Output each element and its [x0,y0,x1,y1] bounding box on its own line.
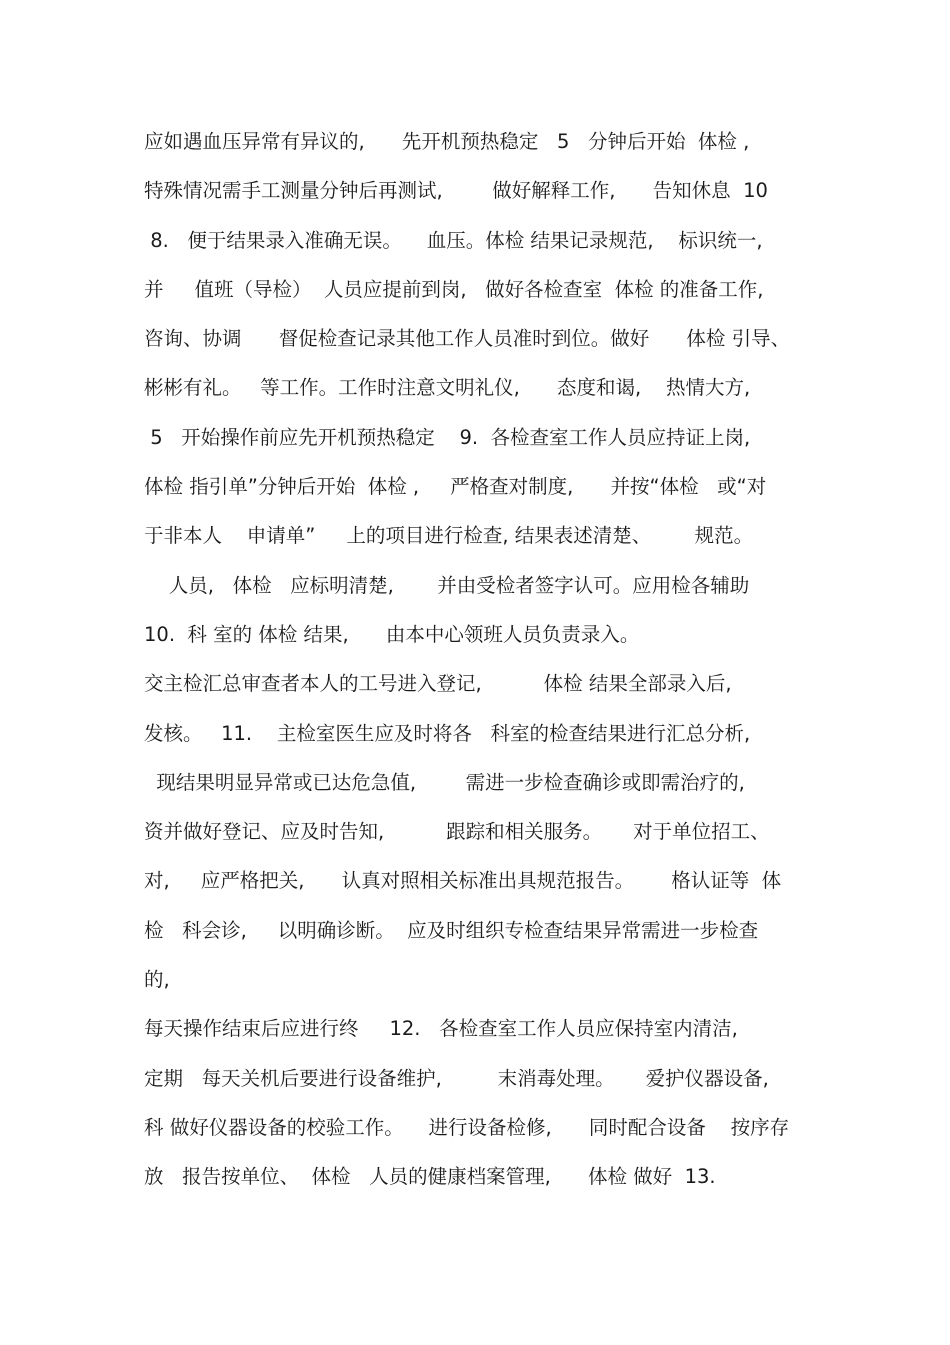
text-line-12: 交主检汇总审查者本人的工号进入登记, 体检 结果全部录入后, [144,672,732,696]
text-line-7: 5 开始操作前应先开机预热稳定 9. 各检查室工作人员应持证上岗, [144,425,751,449]
text-line-8: 体检 指引单”分钟后开始 体检 , 严格查对制度, 并按“体检 或“对 [144,475,767,499]
text-line-16: 对, 应严格把关, 认真对照相关标准出具规范报告。 格认证等 体 [144,869,782,893]
text-line-2: 特殊情况需手工测量分钟后再测试, 做好解释工作, 告知休息 10 [144,179,768,203]
text-line-18: 的, [144,968,170,992]
text-line-17: 检 科会诊, 以明确诊断。 应及时组织专检查结果异常需进一步检查 [144,918,759,942]
text-line-10: 人员, 体检 应标明清楚, 并由受检者签字认可。应用检各辅助 [144,573,750,597]
body-text [144,125,824,1210]
text-line-13: 发核。 11. 主检室医生应及时将各 科室的检查结果进行汇总分析, [144,721,751,745]
text-line-20: 定期 每天关机后要进行设备维护, 末消毒处理。 爱护仪器设备, [144,1066,769,1090]
text-line-11: 10. 科 室的 体检 结果, 由本中心领班人员负责录入。 [144,622,640,646]
text-line-9: 于非本人 申请单” 上的项目进行检查, 结果表述清楚、 规范。 [144,524,754,548]
text-line-4: 并 值班（导检） 人员应提前到岗, 做好各检查室 体检 的准备工作, [144,277,764,301]
text-line-19: 每天操作结束后应进行终 12. 各检查室工作人员应保持室内清洁, [144,1017,738,1041]
text-line-21: 科 做好仪器设备的校验工作。 进行设备检修, 同时配合设备 按序存 [144,1115,790,1139]
text-line-5: 咨询、协调 督促检查记录其他工作人员准时到位。做好 体检 引导、 [144,327,791,351]
text-line-15: 资并做好登记、应及时告知, 跟踪和相关服务。 对于单位招工、 [144,820,770,844]
text-line-1: 应如遇血压异常有异议的, 先开机预热稳定 5 分钟后开始 体检 , [144,130,750,153]
text-line-3: 8. 便于结果录入准确无误。 血压。体检 结果记录规范, 标识统一, [144,228,763,252]
text-line-6: 彬彬有礼。 等工作。工作时注意文明礼仪, 态度和谒, 热情大方, [144,376,751,400]
text-line-14: 现结果明显异常或已达危急值, 需进一步检查确诊或即需治疗的, [144,770,745,794]
text-line-22: 放 报告按单位、 体检 人员的健康档案管理, 体检 做好 13. [144,1165,716,1189]
